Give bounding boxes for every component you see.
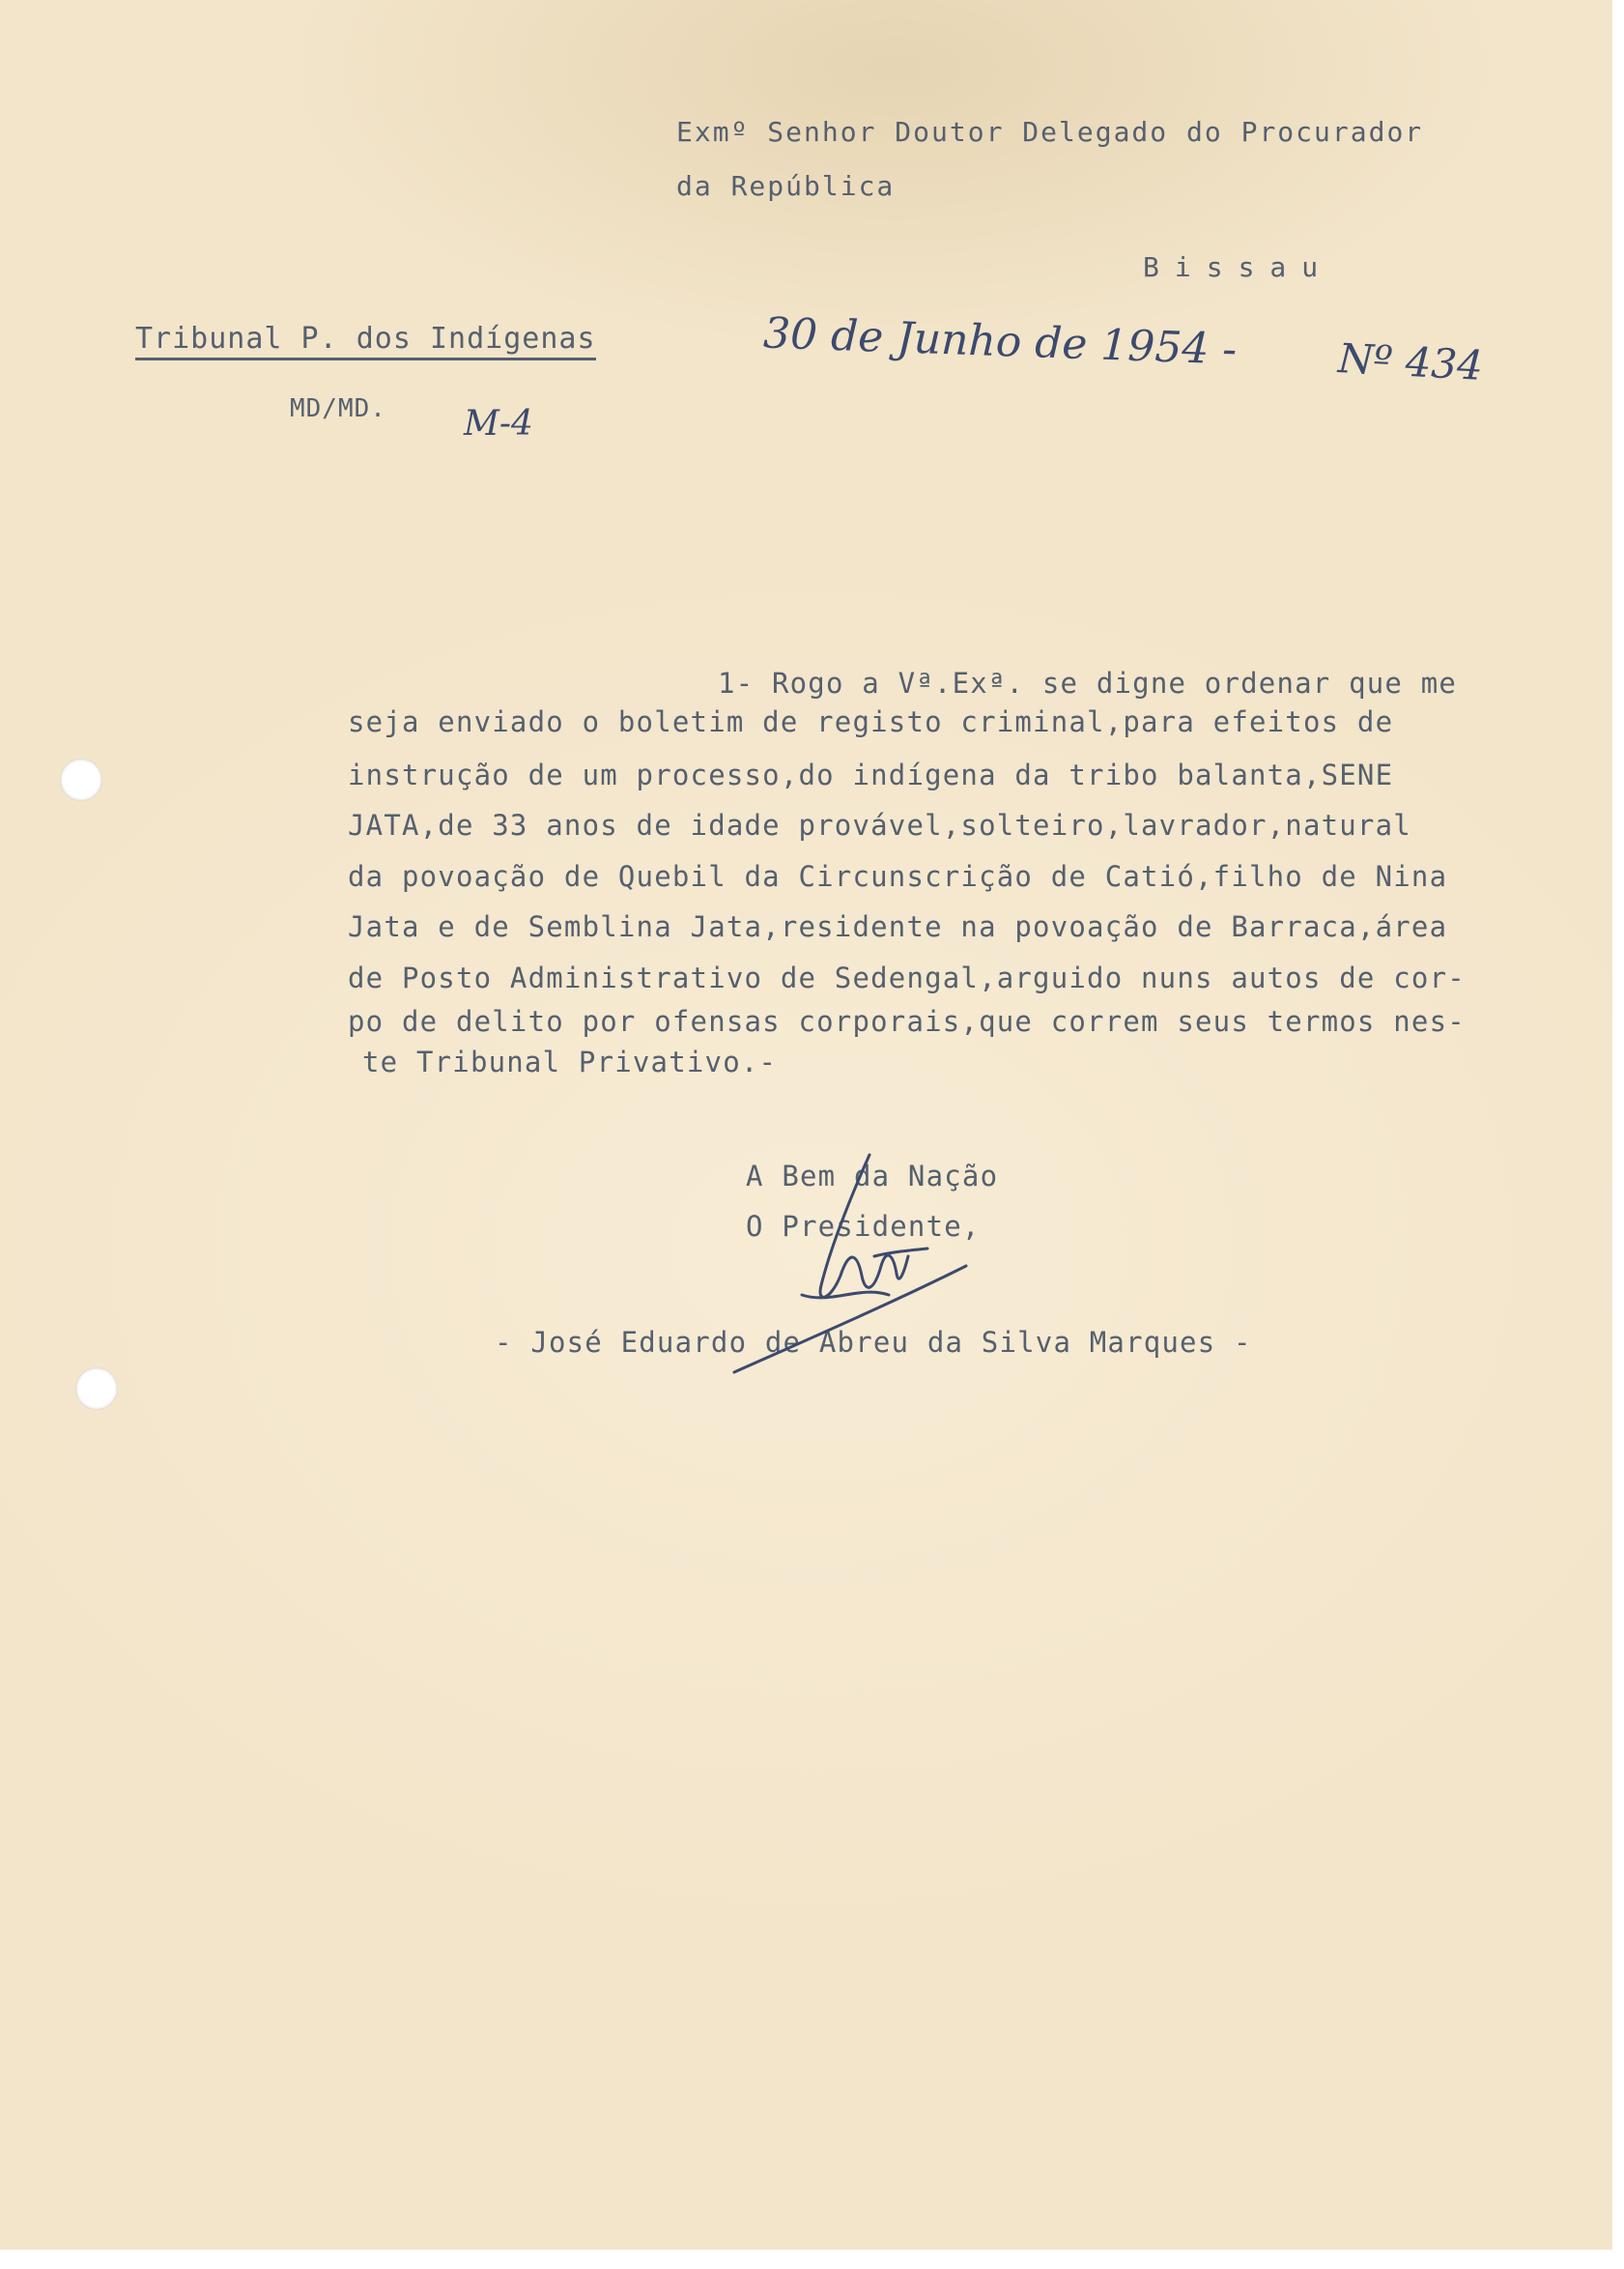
body-line-1: 1- Rogo a Vª.Exª. se digne ordenar que me [718, 667, 1458, 700]
addressee-line-2: da República [676, 170, 896, 202]
closing-salutation: A Bem da Nação [746, 1160, 999, 1192]
handwritten-date: 30 de Junho de 1954 - [762, 308, 1239, 375]
handwritten-code: M-4 [464, 404, 533, 444]
body-line-6: Jata e de Semblina Jata,residente na povoação de Barraca,área [348, 910, 1448, 943]
body-line-2: seja enviado o boletim de registo criminal,para efeitos de [348, 705, 1394, 738]
body-line-8: po de delito por ofensas corporais,que correm seus termos nes- [348, 1005, 1466, 1038]
body-line-5: da povoação de Quebil da Circunscrição de Catió,filho de Nina [348, 860, 1448, 893]
body-line-7: de Posto Administrativo de Sedengal,arguido nuns autos de cor- [348, 962, 1466, 994]
signatory-name: - José Eduardo de Abreu da Silva Marques - [495, 1326, 1252, 1359]
reference-code: MD/MD. [290, 394, 386, 423]
body-line-3: instrução de um processo,do indígena da tribo balanta,SENE [348, 759, 1394, 791]
closing-title: O Presidente, [746, 1210, 981, 1243]
addressee-line-1: Exmº Senhor Doutor Delegado do Procurador [676, 116, 1424, 148]
sender-tribunal: Tribunal P. dos Indígenas [135, 322, 596, 360]
city-name: Bissau [1143, 251, 1334, 283]
body-line-9: te Tribunal Privativo.- [362, 1046, 778, 1078]
handwritten-number: Nº 434 [1336, 334, 1485, 389]
body-line-4: JATA,de 33 anos de idade provável,solteiro,lavrador,natural [348, 809, 1411, 842]
